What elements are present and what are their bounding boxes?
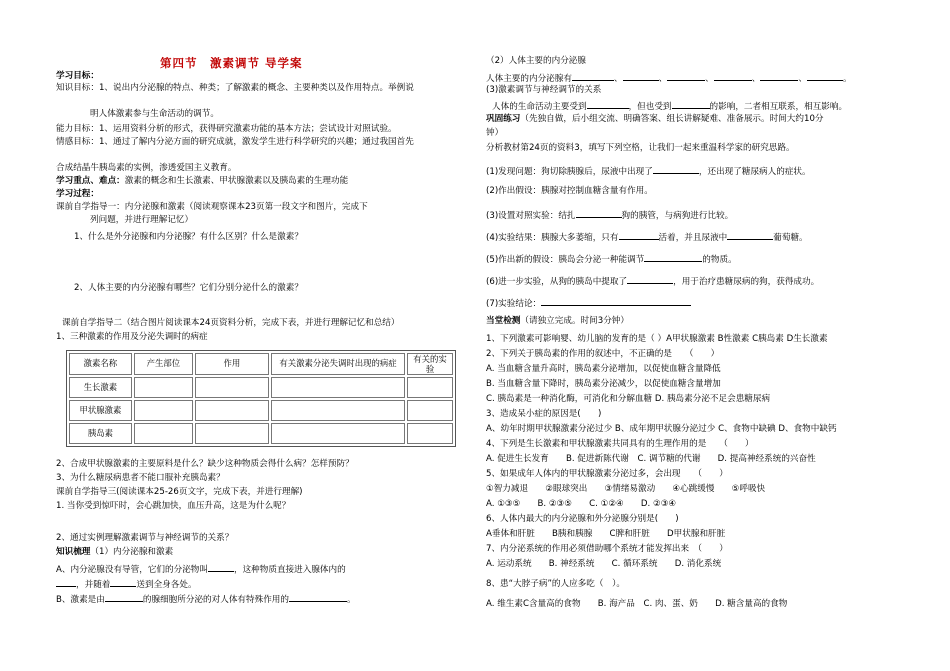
consolidate-label: 巩固练习 — [486, 114, 521, 124]
blank[interactable] — [619, 230, 659, 240]
emotion-objective-line1: 情感目标：1、通过了解内分泌方面的研究成就，激发学生进行科学研究的兴趣；通过我国首先 — [56, 137, 414, 147]
question-relation: 2、通过实例理解激素调节与神经调节的关系？ — [56, 533, 234, 543]
test-q5: 5、如果成年人体内的甲状腺激素分泌过多，会出现 （ ） — [486, 469, 728, 479]
text: (7)实验结论： — [486, 299, 542, 309]
guide1-line1: 课前自学指导一：内分泌腺和激素（阅读观察课本23页第一段文字和图片，完成下 — [56, 202, 368, 212]
table-row — [69, 400, 453, 421]
text: ，但也受到 — [628, 102, 672, 112]
table-row-label: 甲状腺激素 — [69, 400, 132, 421]
process-heading: 学习过程： — [56, 189, 99, 199]
step-5 — [486, 252, 737, 267]
test-q2-cd: C. 胰岛素是一种消化酶，可消化和分解血糖 D. 胰岛素分泌不足会患糖尿病 — [486, 394, 771, 404]
test-q3: 3、造成呆小症的原因是( ) — [486, 409, 602, 419]
table-cell[interactable] — [134, 423, 193, 444]
text: (1)发现问题：狗切除胰腺后，尿液中出现了 — [486, 167, 653, 177]
blank[interactable] — [807, 71, 843, 81]
guide1-line2: 列问题，并进行理解记忆） — [90, 215, 194, 225]
text: (6)进一步实验，从狗的胰岛中提取了 — [486, 277, 628, 287]
text: 人体主要的内分泌腺有 — [486, 74, 572, 84]
blank[interactable] — [208, 562, 234, 572]
step-6 — [486, 274, 819, 289]
text: 的物质。 — [702, 255, 737, 265]
table-cell[interactable] — [407, 423, 453, 444]
text: ，这种物质直接进入腺体内的 — [233, 565, 346, 575]
consolidate-line1 — [486, 114, 824, 126]
hormone-nerve-line — [492, 99, 847, 114]
text: (3)设置对照实验：结扎 — [486, 211, 576, 221]
test-q5-items: ①智力减退 ②眼球突出 ③情绪易激动 ④心跳缓慢 ⑤呼吸快 — [486, 484, 766, 494]
table-cell[interactable] — [195, 423, 269, 444]
table-cell[interactable] — [195, 400, 269, 421]
table-row — [69, 423, 453, 444]
text: 活着，并且尿液中 — [658, 233, 728, 243]
knowledge-b-line — [56, 592, 356, 607]
test-q2: 2、下列关于胰岛素的作用的叙述中，不正确的是 （ ） — [486, 349, 720, 359]
text: 。 — [346, 595, 356, 605]
test-q1: 1、下列激素可影响婴、幼儿脑的发育的是（ ）A甲状腺激素 B性激素 C胰岛素 D生长激素 — [486, 334, 828, 344]
blank[interactable] — [572, 71, 614, 81]
guide2: 课前自学指导二（结合图片阅读课本24页资料分析，完成下表，并进行理解记忆和总结） — [62, 318, 400, 328]
text: ，并随着 — [76, 580, 111, 590]
blank[interactable] — [623, 71, 659, 81]
test-label: 当堂检测 — [486, 316, 521, 326]
page-title: 第四节 激素调节 导学案 — [160, 56, 303, 70]
test-q2-a: A. 当血糖含量升高时，胰岛素分泌增加，以促使血糖含量降低 — [486, 364, 721, 374]
table-cell[interactable] — [271, 423, 405, 444]
blank[interactable] — [587, 99, 629, 109]
table-header: 有关的实验 — [407, 353, 453, 375]
text: 的影响，二者相互联系，相互影响。 — [709, 102, 848, 112]
knowledge-review — [56, 547, 173, 559]
table-cell[interactable] — [271, 377, 405, 398]
text: 狗的胰管，与病狗进行比较。 — [621, 211, 734, 221]
test-q4-options: A. 促进生长发育 B. 促进新陈代谢 C. 调节糖的代谢 D. 提高神经系统的兴奋性 — [486, 454, 816, 464]
test-q8: 8、患“大脖子病”的人应多吃（ ）。 — [486, 579, 625, 589]
test-q7: 7、内分泌系统的作用必须借助哪个系统才能发挥出来 （ ） — [486, 544, 728, 554]
text: ，用于治疗患糖尿病的狗，获得成功。 — [673, 277, 820, 287]
blank[interactable] — [289, 592, 347, 602]
blank[interactable] — [653, 164, 699, 174]
question-thyroid-material: 2、合成甲状腺激素的主要原料是什么？缺少这种物质会得什么病？怎样预防？ — [56, 459, 354, 469]
test-q5-options: A. ①③⑤ B. ②③⑤ C. ①②④ D. ②③④ — [486, 499, 677, 509]
knowledge-a-line2 — [56, 577, 197, 592]
knowledge-objective-line1: 知识目标：1、说出内分泌腺的特点、种类；了解激素的概念、主要种类以及作用特点。举例说 — [56, 83, 414, 93]
analysis-intro: 分析教材第24页的资料3，填写下列空格，让我们一起来重温科学家的研究思路。 — [486, 143, 795, 153]
text: B、激素是由 — [56, 595, 105, 605]
test-q6-options: A垂体和肝脏 B胰和胰腺 C脾和肝脏 D甲状腺和肝脏 — [486, 529, 726, 539]
table-header: 激素名称 — [69, 353, 132, 375]
table-header-row — [69, 353, 453, 375]
blank[interactable] — [105, 592, 143, 602]
table-cell[interactable] — [271, 400, 405, 421]
table-row — [69, 377, 453, 398]
blank[interactable] — [110, 577, 136, 587]
consolidate-line2: 钟） — [486, 128, 504, 138]
table-cell[interactable] — [407, 377, 453, 398]
text: (4)实验结果：胰腺大多萎缩，只有 — [486, 233, 619, 243]
test-q6: 6、人体内最大的内分泌腺和外分泌腺分别是( ) — [486, 514, 679, 524]
table-cell[interactable] — [134, 400, 193, 421]
step-7 — [486, 296, 691, 311]
blank[interactable] — [760, 71, 798, 81]
test-q2-b: B. 当血糖含量下降时，胰岛素分泌减少，以促使血糖含量增加 — [486, 379, 721, 389]
text: 葡萄糖。 — [773, 233, 808, 243]
blank[interactable] — [672, 99, 710, 109]
guide3: 课前自学指导三(阅读课本25-26页文字，完成下表，并进行理解) — [56, 487, 303, 497]
ability-objective: 能力目标：1、运用资料分析的形式，获得研究激素功能的基本方法；尝试设计对照试验。 — [56, 124, 397, 134]
key-points — [56, 176, 348, 188]
hormone-nerve-heading: (3)激素调节与神经调节的关系 — [486, 85, 602, 95]
text: 的腺细胞所分泌的对人体有特殊作用的 — [142, 595, 289, 605]
table-caption: 1、三种激素的作用及分泌失调时的病症 — [56, 332, 208, 342]
test-q7-options: A. 运动系统 B. 神经系统 C. 循环系统 D. 消化系统 — [486, 559, 722, 569]
knowledge-review-label: 知识梳理 — [56, 547, 91, 557]
step-2: (2)作出假设：胰腺对控制血糖含量有作用。 — [486, 186, 653, 196]
hormone-table — [66, 350, 456, 447]
table-row-label: 胰岛素 — [69, 423, 132, 444]
blank[interactable] — [644, 252, 702, 262]
test-q4: 4、下列是生长激素和甲状腺激素共同具有的生理作用的是 （ ） — [486, 439, 754, 449]
blank[interactable] — [714, 71, 752, 81]
emotion-objective-line2: 合成结晶牛胰岛素的实例，渗透爱国主义教育。 — [56, 163, 237, 173]
table-header: 产生部位 — [134, 353, 193, 375]
blank[interactable] — [541, 296, 691, 306]
table-row-label: 生长激素 — [69, 377, 132, 398]
blank[interactable] — [576, 208, 622, 218]
blank[interactable] — [56, 577, 76, 587]
knowledge-a-line1 — [56, 562, 346, 577]
key-points-label: 学习重点、难点： — [56, 176, 125, 186]
blank[interactable] — [627, 274, 673, 284]
text: (5)作出新的假设：胰岛会分泌一种能调节 — [486, 255, 645, 265]
test-q8-options: A. 维生素C含量高的食物 B. 海产品 C. 肉、蛋、奶 D. 糖含量高的食物 — [486, 599, 788, 609]
main-glands-line: 人体主要的内分泌腺有 、 、 、 、 、 。 — [486, 71, 852, 86]
question-insulin-oral: 3、为什么糖尿病患者不能口服补充胰岛素？ — [56, 473, 225, 483]
table-cell[interactable] — [195, 377, 269, 398]
text: A、内分泌腺没有导管，它们的分泌物叫 — [56, 565, 208, 575]
question-glands: 1、什么是外分泌腺和内分泌腺？有什么区别？什么是激素？ — [74, 232, 303, 242]
step-3 — [486, 208, 733, 223]
blank[interactable] — [667, 71, 705, 81]
text: 送到全身各处。 — [136, 580, 197, 590]
table-header: 有关激素分泌失调时出现的病症 — [271, 353, 405, 375]
test-q3-options: A、幼年时期甲状腺激素分泌过少 B、成年期甲状腺分泌过少 C、食物中缺碘 D、食物中缺钙 — [486, 424, 837, 434]
table-cell[interactable] — [134, 377, 193, 398]
question-main-glands: 2、人体主要的内分泌腺有哪些？它们分别分泌什么的激素？ — [74, 283, 303, 293]
text: （先独自做，后小组交流、明确答案、组长讲解疑难、准备展示。时间大约10分 — [520, 114, 824, 124]
step-4 — [486, 230, 808, 245]
main-glands-heading: （2）人体主要的内分泌腺 — [486, 56, 586, 66]
test-heading — [486, 316, 629, 328]
knowledge-objective-line2: 明人体激素参与生命活动的调节。 — [90, 109, 219, 119]
knowledge-review-sub: （1）内分泌腺和激素 — [90, 547, 174, 557]
step-1 — [486, 164, 811, 179]
key-points-text: 激素的概念和生长激素、甲状腺激素以及胰岛素的生理功能 — [124, 176, 349, 186]
test-hint: （请独立完成。时间3分钟） — [520, 316, 629, 326]
objectives-heading: 学习目标： — [56, 71, 99, 81]
blank[interactable] — [727, 230, 773, 240]
table-header: 作用 — [195, 353, 269, 375]
text: 人体的生命活动主要受到 — [492, 102, 587, 112]
text: ，还出现了糖尿病人的症状。 — [698, 167, 811, 177]
table-cell[interactable] — [407, 400, 453, 421]
question-fright: 1. 当你受到惊吓时，会心跳加快，血压升高，这是为什么呢？ — [56, 501, 291, 511]
